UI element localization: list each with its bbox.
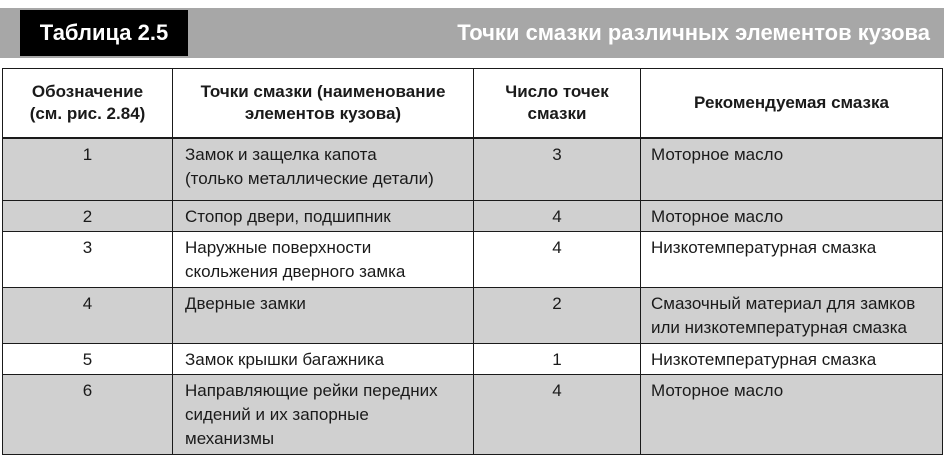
cell-lubricant: Низкотемпературная смазка [641, 231, 943, 287]
cell-lubricant: Смазочный материал для замков или низкотемпературная смазка [641, 287, 943, 343]
cell-point-count: 2 [474, 287, 641, 343]
header-point-count: Число точек смазки [474, 69, 641, 139]
table-row [3, 374, 943, 454]
table-row [3, 231, 943, 287]
table-row [3, 287, 943, 343]
cell-lubricant: Моторное масло [641, 374, 943, 454]
cell-element-name: Направляющие рейки передних сидений и их запорные механизмы [173, 374, 474, 454]
table-title: Точки смазки различных элементов кузова [457, 20, 930, 45]
cell-designation: 6 [3, 374, 173, 454]
header-lube-points: Точки смазки (наименование элементов кузова) [173, 69, 474, 139]
cell-element-name: Наружные поверхности скольжения дверного замка [173, 231, 474, 287]
cell-point-count: 1 [474, 343, 641, 374]
cell-lubricant: Моторное масло [641, 138, 943, 200]
cell-element-name: Дверные замки [173, 287, 474, 343]
cell-designation: 1 [3, 138, 173, 200]
cell-element-name: Замок и защелка капота (только металлические детали) [173, 138, 474, 200]
table-header-row [3, 69, 943, 139]
table-row [3, 343, 943, 374]
title-bar [0, 8, 944, 58]
cell-lubricant: Моторное масло [641, 200, 943, 231]
cell-point-count: 4 [474, 231, 641, 287]
cell-designation: 2 [3, 200, 173, 231]
cell-element-name: Замок крышки багажника [173, 343, 474, 374]
header-recommended-lube: Рекомендуемая смазка [641, 69, 943, 139]
lubrication-table [2, 68, 943, 455]
header-designation: Обозначение (см. рис. 2.84) [3, 69, 173, 139]
cell-designation: 4 [3, 287, 173, 343]
cell-point-count: 4 [474, 200, 641, 231]
cell-point-count: 4 [474, 374, 641, 454]
cell-designation: 3 [3, 231, 173, 287]
table-number-label: Таблица 2.5 [20, 10, 188, 56]
cell-designation: 5 [3, 343, 173, 374]
table-row [3, 200, 943, 231]
cell-element-name: Стопор двери, подшипник [173, 200, 474, 231]
table-row [3, 138, 943, 200]
cell-point-count: 3 [474, 138, 641, 200]
cell-lubricant: Низкотемпературная смазка [641, 343, 943, 374]
